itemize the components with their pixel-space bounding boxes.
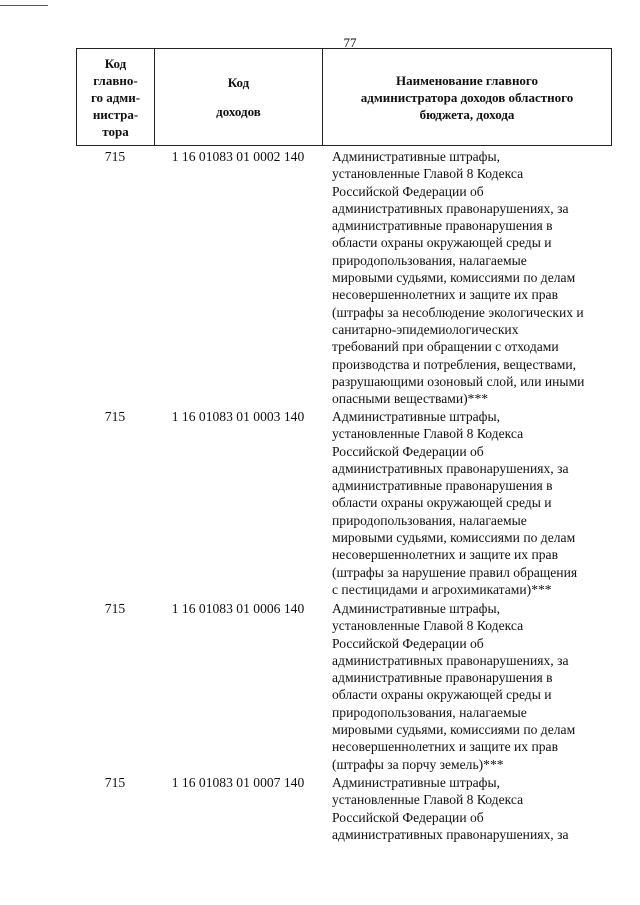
admin-code-cell: 715 <box>104 775 126 790</box>
revenue-name-cell: Административные штрафы, установленные Главой 8 Кодекса Российской Федерации об административных правонарушениях, за административные правонарушения в области охраны окружающей среды и природопользования, налагаемые мировыми судьями, комиссиями по делам несовершеннолетних и защите их прав (штрафы за порчу земель)*** <box>332 601 576 772</box>
admin-code-cell: 715 <box>104 409 126 424</box>
header-administrator-name: Наименование главного администратора доходов областного бюджета, дохода <box>360 72 574 122</box>
table-row <box>76 148 612 408</box>
revenue-name-cell: Административные штрафы, установленные Главой 8 Кодекса Российской Федерации об административных правонарушениях, за <box>332 775 569 842</box>
revenue-code-cell: 1 16 01083 01 0007 140 <box>171 775 305 790</box>
table-row <box>76 600 612 774</box>
header-admin-code: Код главно- го адми- нистра- тора <box>77 49 155 145</box>
revenue-name-cell: Административные штрафы, установленные Главой 8 Кодекса Российской Федерации об административных правонарушениях, за административные правонарушения в области охраны окружающей среды и природопользования, налагаемые мировыми судьями, комиссиями по делам несовершеннолетних и защите их прав (штрафы за нарушение правил обращения с пестицидами и агрохимикатами)*** <box>332 409 578 597</box>
revenue-name-cell: Административные штрафы, установленные Главой 8 Кодекса Российской Федерации об административных правонарушениях, за административные правонарушения в области охраны окружающей среды и природопользования, налагаемые мировыми судьями, комиссиями по делам несовершеннолетних и защите их прав (штрафы за несоблюдение экологических и санитарно-эпидемиологических требований при обращении с отходами производства и потребления, веществами, разрушающими озоновый слой, или иными опасными веществами)*** <box>332 149 585 407</box>
header-revenue-code-line2: доходов <box>216 104 261 119</box>
header-revenue-code-line1: Код <box>227 75 250 90</box>
admin-code-cell: 715 <box>104 149 126 164</box>
revenue-code-cell: 1 16 01083 01 0006 140 <box>171 601 305 616</box>
revenue-code-cell: 1 16 01083 01 0003 140 <box>171 409 305 424</box>
page-corner-mark <box>0 5 48 6</box>
header-revenue-code <box>155 49 323 145</box>
admin-code-cell: 715 <box>104 601 126 616</box>
table-header <box>76 48 612 146</box>
table-body <box>76 148 612 854</box>
table-row <box>76 408 612 600</box>
table-row <box>76 774 612 854</box>
page-number: 77 <box>343 35 357 50</box>
revenue-code-cell: 1 16 01083 01 0002 140 <box>171 149 305 164</box>
